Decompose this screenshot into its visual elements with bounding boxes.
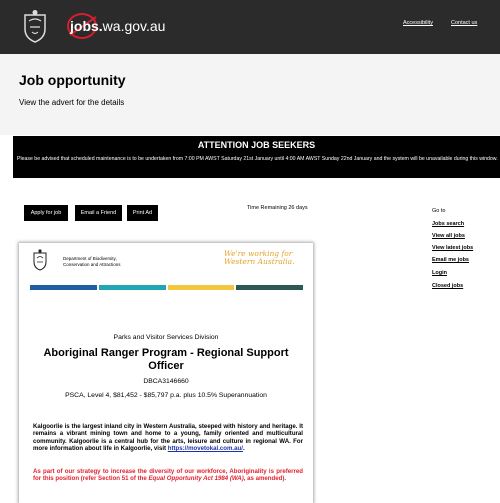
page-hero bbox=[0, 54, 500, 135]
department-name bbox=[63, 256, 121, 267]
division-name: Parks and Visitor Services Division bbox=[113, 334, 219, 341]
tagline-line-2: Western Australia. bbox=[224, 257, 295, 266]
apply-for-job-button[interactable]: Apply for job bbox=[24, 205, 68, 221]
job-title: Aboriginal Ranger Program - Regional Support Officer bbox=[43, 347, 289, 372]
accessibility-link[interactable]: Accessibility bbox=[403, 20, 433, 26]
movetokal-link[interactable]: https://movetokal.com.au/ bbox=[167, 444, 243, 452]
contact-us-link[interactable]: Contact us bbox=[451, 20, 478, 26]
colour-bar-teal bbox=[99, 285, 166, 290]
diversity-statement bbox=[33, 468, 303, 483]
maintenance-banner bbox=[13, 136, 500, 178]
advert-intro bbox=[33, 423, 303, 452]
nav-closed-jobs[interactable]: Closed jobs bbox=[432, 283, 464, 289]
tagline-line-1: We're working for bbox=[224, 249, 293, 258]
time-remaining: Time Remaining 26 days bbox=[247, 205, 308, 211]
colour-bar-green bbox=[236, 285, 303, 290]
site-header bbox=[0, 0, 500, 54]
nav-view-all-jobs[interactable]: View all jobs bbox=[432, 233, 465, 239]
nav-login[interactable]: Login bbox=[432, 270, 447, 276]
print-ad-button[interactable]: Print Ad bbox=[127, 205, 158, 221]
nav-heading: Go to bbox=[432, 208, 446, 214]
nav-email-me-jobs[interactable]: Email me jobs bbox=[432, 257, 469, 263]
banner-heading: ATTENTION JOB SEEKERS bbox=[197, 140, 316, 150]
logo-prefix: jobs. bbox=[70, 18, 103, 34]
diversity-text: As part of our strategy to increase the diversity of our workforce, Aboriginality is preferred for this position (refer Section 51 of the bbox=[33, 468, 303, 483]
eo-act-name: Equal Opportunity Act 1984 (WA) bbox=[148, 475, 244, 483]
email-a-friend-button[interactable]: Email a Friend bbox=[75, 205, 122, 221]
colour-bar-blue bbox=[30, 285, 97, 290]
page-title: Job opportunity bbox=[19, 72, 126, 88]
job-reference: DBCA3146660 bbox=[143, 378, 189, 385]
tagline bbox=[224, 250, 294, 266]
dbca-crest-icon bbox=[32, 249, 48, 271]
job-pay: PSCA, Level 4, $81,452 - $85,797 p.a. plus 10.5% Superannuation bbox=[65, 392, 267, 399]
job-advert bbox=[19, 243, 313, 503]
advert-intro-text: Kalgoorlie is the largest inland city in Western Australia, steeped with history and heritage. It remains a vibrant mining town and home to a young, family oriented and multicultural community. Kalgoorlie is a central hub for the arts, leisure and culture in regional WA. For more information about life in Kalgoorlie, visit bbox=[33, 423, 303, 452]
logo-suffix: wa.gov.au bbox=[102, 18, 166, 34]
banner-message: Please be advised that scheduled maintenance is to be undertaken from 7:00 PM AWST Saturday 21st January until 4:00 AM AWST Sunday 22nd January and the system will be unavailable during this window. bbox=[17, 156, 498, 162]
department-name-line-2: Conservation and Attractions bbox=[63, 261, 121, 267]
nav-view-latest-jobs[interactable]: View latest jobs bbox=[432, 245, 474, 251]
nav-jobs-search[interactable]: Jobs search bbox=[432, 221, 465, 227]
advert-intro-end: . bbox=[242, 444, 245, 452]
wa-government-crest-icon bbox=[22, 9, 48, 43]
department-name-line-1: Department of Biodiversity, bbox=[63, 256, 117, 261]
site-logo-text[interactable] bbox=[70, 18, 165, 34]
colour-bars bbox=[30, 285, 303, 290]
diversity-end: , as amended). bbox=[243, 475, 287, 483]
colour-bar-yellow bbox=[168, 285, 235, 290]
page-subtitle: View the advert for the details bbox=[19, 98, 125, 107]
